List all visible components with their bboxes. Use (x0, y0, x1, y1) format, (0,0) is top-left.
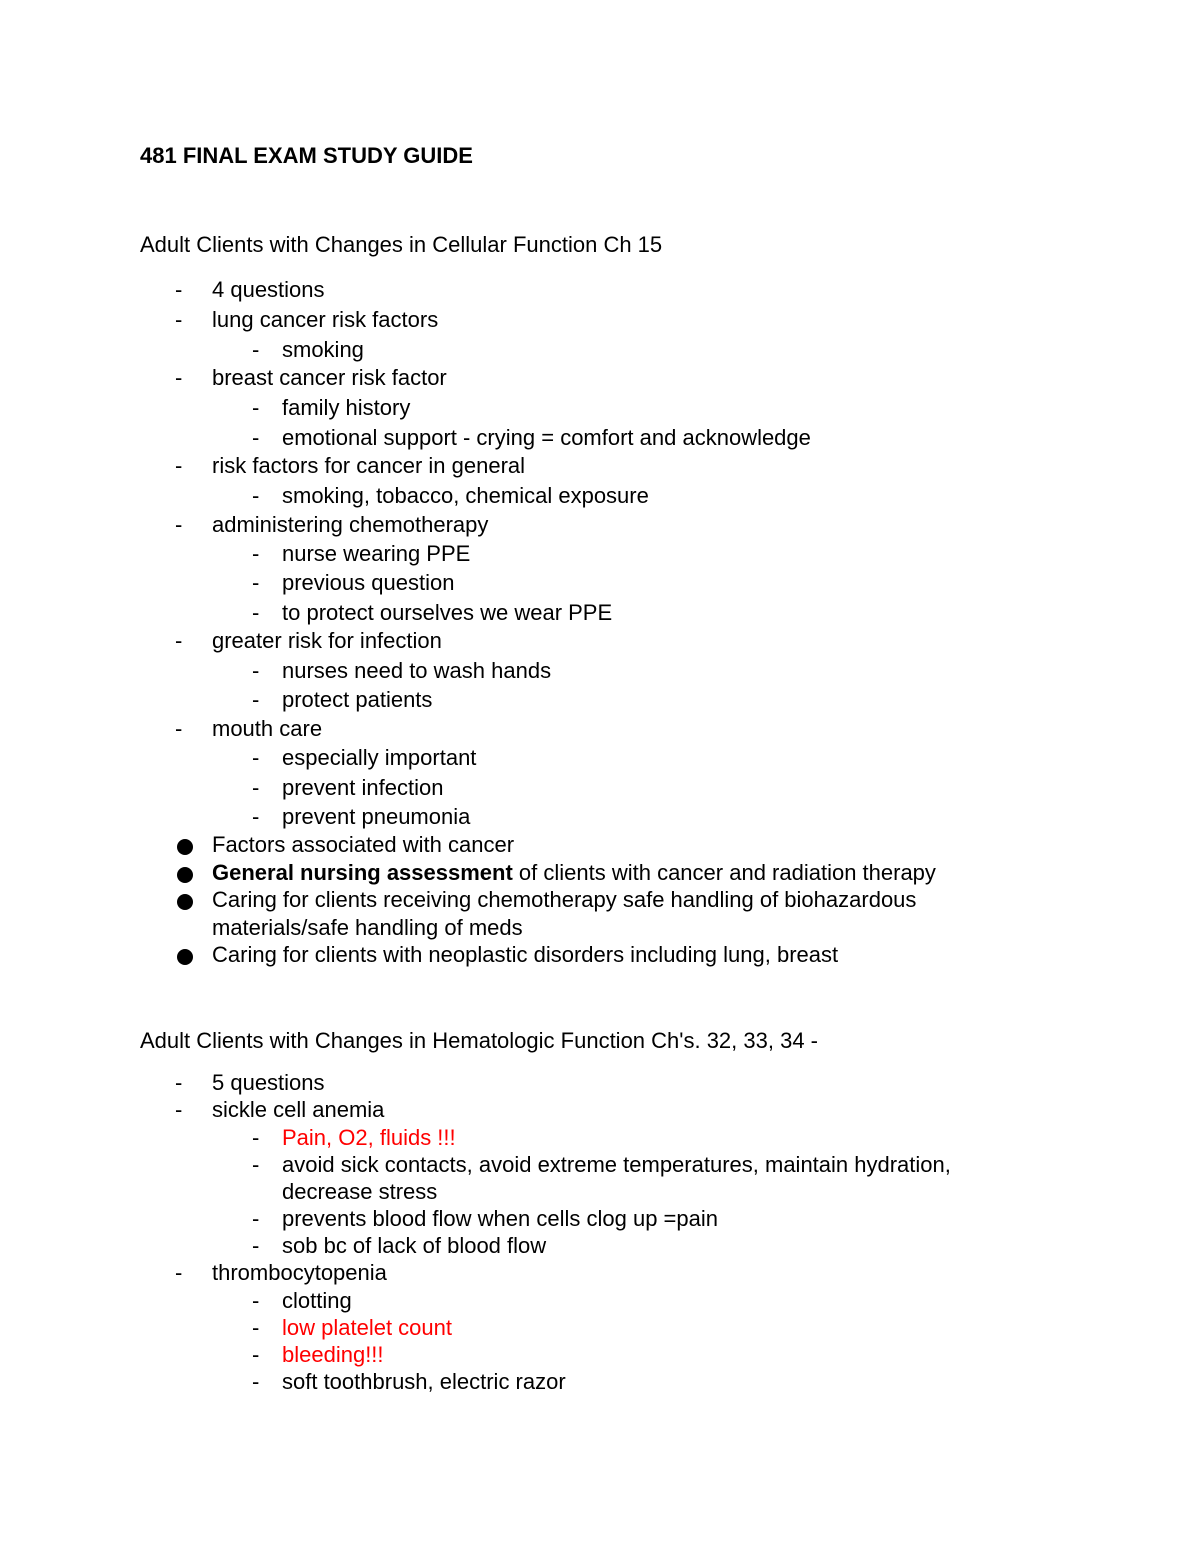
list-item-text: risk factors for cancer in general (212, 453, 526, 478)
list-item-text: mouth care (212, 716, 323, 741)
document-title: 481 FINAL EXAM STUDY GUIDE (140, 143, 473, 168)
list-item-text: decrease stress (282, 1179, 438, 1204)
dash-bullet: - (252, 1125, 260, 1150)
list-item-text: especially important (282, 745, 477, 770)
dash-bullet: - (252, 804, 260, 829)
bullet-dot-icon (177, 839, 193, 855)
list-item-text: clotting (282, 1288, 352, 1313)
list-item-text: sob bc of lack of blood flow (282, 1233, 547, 1258)
list-item-text: lung cancer risk factors (212, 307, 439, 332)
dash-bullet: - (252, 775, 260, 800)
dash-bullet: - (252, 600, 260, 625)
dash-bullet: - (175, 716, 183, 741)
dash-bullet: - (252, 541, 260, 566)
list-item-text: to protect ourselves we wear PPE (282, 600, 613, 625)
dash-bullet: - (175, 512, 183, 537)
dash-bullet: - (252, 1288, 260, 1313)
list-item-text: protect patients (282, 687, 433, 712)
list-item-text-highlight: Pain, O2, fluids !!! (282, 1125, 456, 1150)
list-item-text: soft toothbrush, electric razor (282, 1369, 566, 1394)
dash-bullet: - (175, 1097, 183, 1122)
list-item-text: prevent pneumonia (282, 804, 471, 829)
list-item-text: prevents blood flow when cells clog up =pain (282, 1206, 718, 1231)
list-item-text: 4 questions (212, 277, 325, 302)
list-item-text: emotional support - crying = comfort and acknowledge (282, 425, 811, 450)
list-item-text: avoid sick contacts, avoid extreme temperatures, maintain hydration, (282, 1152, 951, 1177)
dash-bullet: - (252, 687, 260, 712)
dash-bullet: - (252, 483, 260, 508)
dash-bullet: - (252, 1342, 260, 1367)
dash-bullet: - (175, 1070, 183, 1095)
bullet-dot-icon (177, 894, 193, 910)
list-item-text-highlight: low platelet count (282, 1315, 452, 1340)
dash-bullet: - (175, 628, 183, 653)
bullet-item-text (212, 860, 936, 886)
bullet-item-rest: of clients with cancer and radiation therapy (512, 860, 936, 885)
dash-bullet: - (252, 1315, 260, 1340)
list-item-text: breast cancer risk factor (212, 365, 447, 390)
bullet-item-text: Caring for clients with neoplastic disorders including lung, breast (212, 942, 839, 967)
bold-phrase: General nursing assessment (212, 860, 513, 885)
dash-bullet: - (252, 337, 260, 362)
bullet-dot-icon (177, 867, 193, 883)
dash-bullet: - (252, 1152, 260, 1177)
list-item-text: family history (282, 395, 411, 420)
list-item-text: sickle cell anemia (212, 1097, 385, 1122)
list-item-text: prevent infection (282, 775, 444, 800)
list-item-text: nurses need to wash hands (282, 658, 552, 683)
dash-bullet: - (252, 1369, 260, 1394)
list-item-text: thrombocytopenia (212, 1260, 387, 1285)
dash-bullet: - (175, 453, 183, 478)
dash-bullet: - (175, 307, 183, 332)
dash-bullet: - (252, 570, 260, 595)
bullet-dot-icon (177, 949, 193, 965)
dash-bullet: - (175, 1260, 183, 1285)
list-item-text: 5 questions (212, 1070, 325, 1095)
dash-bullet: - (175, 277, 183, 302)
list-item-text-highlight: bleeding!!! (282, 1342, 384, 1367)
list-item-text: smoking (282, 337, 364, 362)
list-item-text: greater risk for infection (212, 628, 442, 653)
section-heading-hematologic: Adult Clients with Changes in Hematologic Function Ch's. 32, 33, 34 - (140, 1028, 818, 1053)
list-item-text: administering chemotherapy (212, 512, 489, 537)
dash-bullet: - (252, 1206, 260, 1231)
dash-bullet: - (175, 365, 183, 390)
dash-bullet: - (252, 658, 260, 683)
list-item-text: nurse wearing PPE (282, 541, 471, 566)
section-heading-cellular: Adult Clients with Changes in Cellular Function Ch 15 (140, 232, 663, 257)
bullet-item-text: materials/safe handling of meds (212, 915, 523, 940)
bullet-item-text: Factors associated with cancer (212, 832, 515, 857)
dash-bullet: - (252, 395, 260, 420)
dash-bullet: - (252, 425, 260, 450)
dash-bullet: - (252, 1233, 260, 1258)
dash-bullet: - (252, 745, 260, 770)
list-item-text: smoking, tobacco, chemical exposure (282, 483, 649, 508)
bullet-item-text: Caring for clients receiving chemotherapy safe handling of biohazardous (212, 887, 917, 912)
list-item-text: previous question (282, 570, 455, 595)
